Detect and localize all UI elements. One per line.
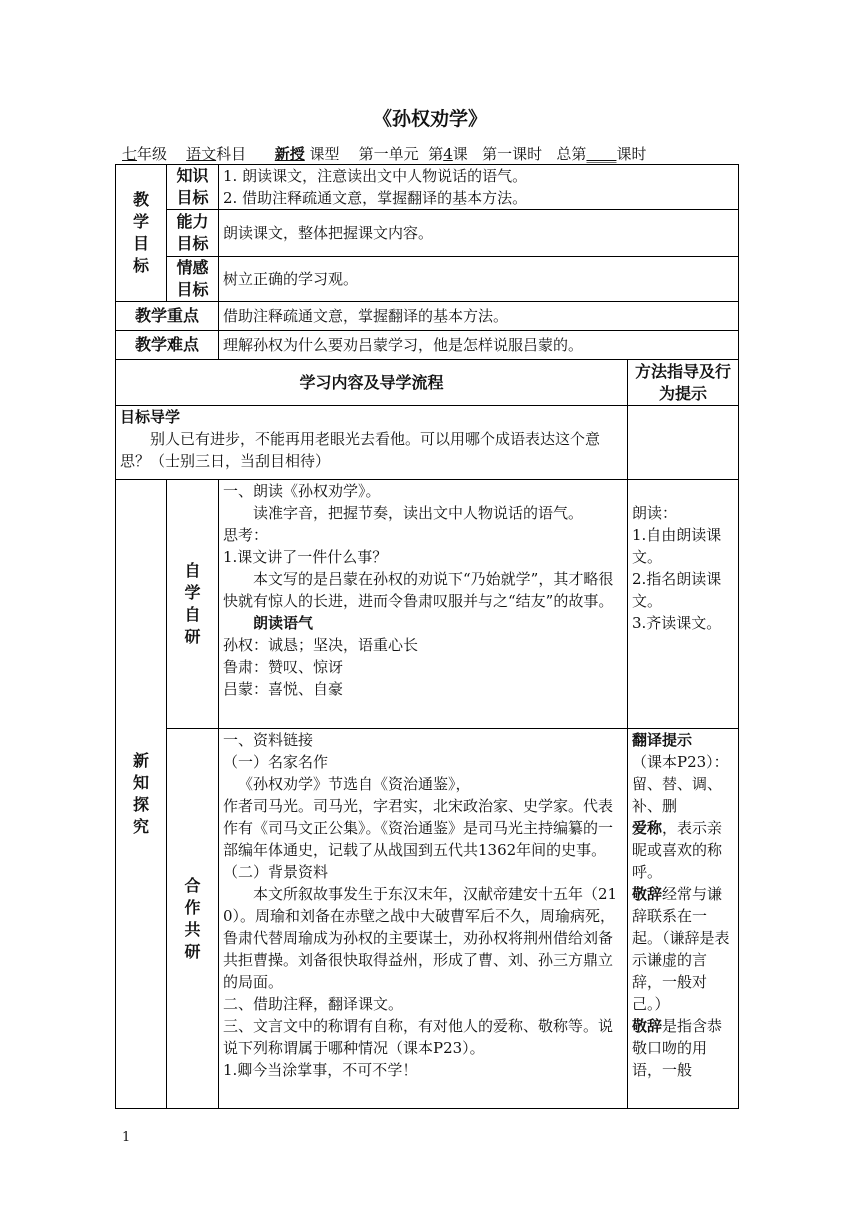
method-header: 方法指导及行为提示 (628, 360, 739, 406)
meta-total-prefix: 总第 (556, 145, 587, 163)
content-line: 一、朗读《孙权劝学》。 (223, 482, 381, 500)
label-line: 研 (184, 941, 201, 961)
meta-total-blank: ____ (586, 145, 617, 163)
meta-lesson-type: 新授 (274, 145, 305, 163)
content-line: 《孙权劝学》节选自《资治通鉴》， (238, 775, 471, 793)
tip-line (632, 729, 734, 751)
content-line: 孙权：诚恳；坚决，语重心长 (223, 636, 419, 654)
tip-keyword: 敬辞 (632, 885, 663, 903)
lesson-plan-table (115, 164, 739, 1109)
self-study-content (219, 480, 628, 729)
content-line: 读准字音，把握节奏，读出文中人物说话的语气。 (253, 504, 584, 522)
label-line: 探 (132, 795, 149, 814)
content-line: 三、文言文中的称谓有自称，有对他人的爱称、敬称等。说说下列称谓属于哪种情况（课本P23）。 (223, 1017, 614, 1057)
meta-total-suffix: 课时 (616, 145, 647, 163)
content-line: 1.卿今当涂掌事，不可不学！ (223, 1061, 418, 1079)
objectives-header (116, 165, 167, 302)
self-study-label-text (171, 560, 214, 648)
difficulty-content: 理解孙权为什么要劝吕蒙学习，他是怎样说服吕蒙的。 (219, 331, 739, 360)
content-line: （二）背景资料 (223, 863, 329, 881)
content-line: 1.课文讲了一件什么事？ (223, 548, 388, 566)
tip-line: 朗读： (632, 504, 678, 522)
label-line: 究 (132, 817, 149, 836)
tip-text: 是指含恭敬口吻的用语，一般 (632, 1017, 723, 1079)
page-number: 1 (122, 1130, 131, 1145)
meta-lesson-prefix: 第 (428, 145, 444, 163)
explore-header (116, 480, 167, 1109)
course-meta (122, 143, 646, 164)
label-line: 标 (132, 256, 149, 275)
label-line: 作 (184, 897, 201, 917)
tip-keyword: 爱称 (632, 819, 663, 837)
meta-period: 第一课时 (482, 145, 543, 163)
tip-line (632, 751, 734, 817)
content-line: 本文所叙故事发生于东汉末年，汉献帝建安十五年（210）。周瑜和刘备在赤壁之战中大破曹军后不久，周瑜病死，鲁肃代替周瑜成为孙权的主要谋士，劝孙权将荆州借给刘备共拒曹操。刘备很快取得益州，形成了曹、刘、孙三方鼎立的局面。 (223, 885, 618, 991)
meta-grade: 七 (122, 145, 138, 163)
label-line: 教 (132, 190, 149, 209)
content-line: 鲁肃：赞叹、惊讶 (223, 658, 344, 676)
tip-line: 2.指名朗读课文。 (632, 570, 722, 610)
tip-keyword: 敬辞 (632, 1017, 663, 1035)
coop-tips (628, 729, 739, 1109)
ability-label-text (167, 211, 218, 255)
knowledge-item: 2. 借助注释疏通文意，掌握翻译的基本方法。 (223, 189, 528, 207)
label-line: 能力 (176, 212, 209, 231)
label-line: 学 (132, 212, 149, 231)
coop-label (167, 729, 219, 1109)
coop-content (219, 729, 628, 1109)
explore-header-text (120, 750, 162, 838)
emotion-label (167, 257, 219, 302)
flow-header: 学习内容及导学流程 (116, 360, 628, 406)
label-line: 自 (184, 605, 201, 624)
ability-content: 朗读课文，整体把握课文内容。 (219, 210, 739, 257)
document-title: 《孙权劝学》 (372, 108, 487, 130)
knowledge-item: 1. 朗读课文，注意读出文中人物说话的语气。 (223, 167, 528, 185)
content-line: 吕蒙：喜悦、自豪 (223, 680, 344, 698)
tip-line (632, 1015, 734, 1081)
label-line: 情感 (176, 258, 209, 277)
knowledge-content (219, 165, 739, 210)
content-line: 思考： (223, 526, 269, 544)
label-line: 自 (184, 561, 201, 580)
meta-lesson-type-suffix: 课型 (309, 145, 340, 163)
ability-label (167, 210, 219, 257)
label-line: 目 (132, 234, 149, 253)
emotion-content: 树立正确的学习观。 (219, 257, 739, 302)
key-point-content: 借助注释疏通文意，掌握翻译的基本方法。 (219, 302, 739, 331)
content-line: 作者司马光。司马光，字君实，北宋政治家、史学家。代表作有《司马文正公集》。《资治通鉴》是司马光主持编纂的一部编年体通史，记载了从战国到五代共1362年间的史事。 (223, 797, 614, 859)
guide-tips (628, 406, 739, 480)
label-line: 目标 (176, 188, 209, 207)
guide-text: 别人已有进步，不能再用老眼光去看他。可以用哪个成语表达这个意思？（士别三日，当刮目相待） (120, 430, 601, 470)
tip-line (632, 817, 734, 883)
tip-line: 3.齐读课文。 (632, 614, 722, 632)
content-line: 朗读语气 (253, 614, 314, 632)
tip-line (632, 883, 734, 1015)
guide-title: 目标导学 (120, 408, 181, 426)
label-line: 研 (184, 627, 201, 646)
label-line: 知识 (176, 166, 209, 185)
meta-unit: 第一单元 (358, 145, 419, 163)
self-study-label (167, 480, 219, 729)
label-line: 共 (184, 919, 201, 939)
meta-lesson-suffix: 课 (452, 145, 468, 163)
meta-grade-suffix: 年级 (137, 145, 168, 163)
label-line: 合 (184, 875, 201, 895)
knowledge-label-text (167, 165, 218, 209)
difficulty-label: 教学难点 (116, 331, 219, 360)
label-line: 目标 (176, 280, 209, 299)
tip-line: 1.自由朗读课文。 (632, 526, 722, 566)
content-line: 一、资料链接 (223, 731, 314, 749)
label-line: 知 (132, 773, 149, 792)
meta-subject-suffix: 科目 (216, 145, 247, 163)
content-line: 二、借助注释，翻译课文。 (223, 995, 404, 1013)
content-line: （一）名家名作 (223, 753, 329, 771)
key-point-label: 教学重点 (116, 302, 219, 331)
meta-subject: 语文 (186, 145, 217, 163)
tip-text: ，表示亲昵或喜欢的称呼。 (632, 819, 723, 881)
label-line: 学 (184, 583, 201, 602)
emotion-label-text (167, 257, 218, 301)
label-line: 目标 (176, 234, 209, 253)
tip-text: （课本P23）：留、替、调、补、删 (632, 753, 729, 815)
tip-keyword: 翻译提示 (632, 731, 693, 749)
guide-cell (116, 406, 628, 480)
self-study-tips (628, 480, 739, 729)
knowledge-label (167, 165, 219, 210)
label-line: 新 (132, 751, 149, 770)
objectives-header-text (120, 189, 162, 277)
content-line: 本文写的是吕蒙在孙权的劝说下“乃始就学”，其才略很快就有惊人的长进，进而令鲁肃叹服并与之“结友”的故事。 (223, 570, 614, 610)
tip-text: 经常与谦辞联系在一起。（谦辞是表示谦虚的言辞，一般对己。） (632, 885, 730, 1013)
meta-lesson-no: 4 (443, 145, 453, 163)
coop-label-text (171, 875, 214, 963)
